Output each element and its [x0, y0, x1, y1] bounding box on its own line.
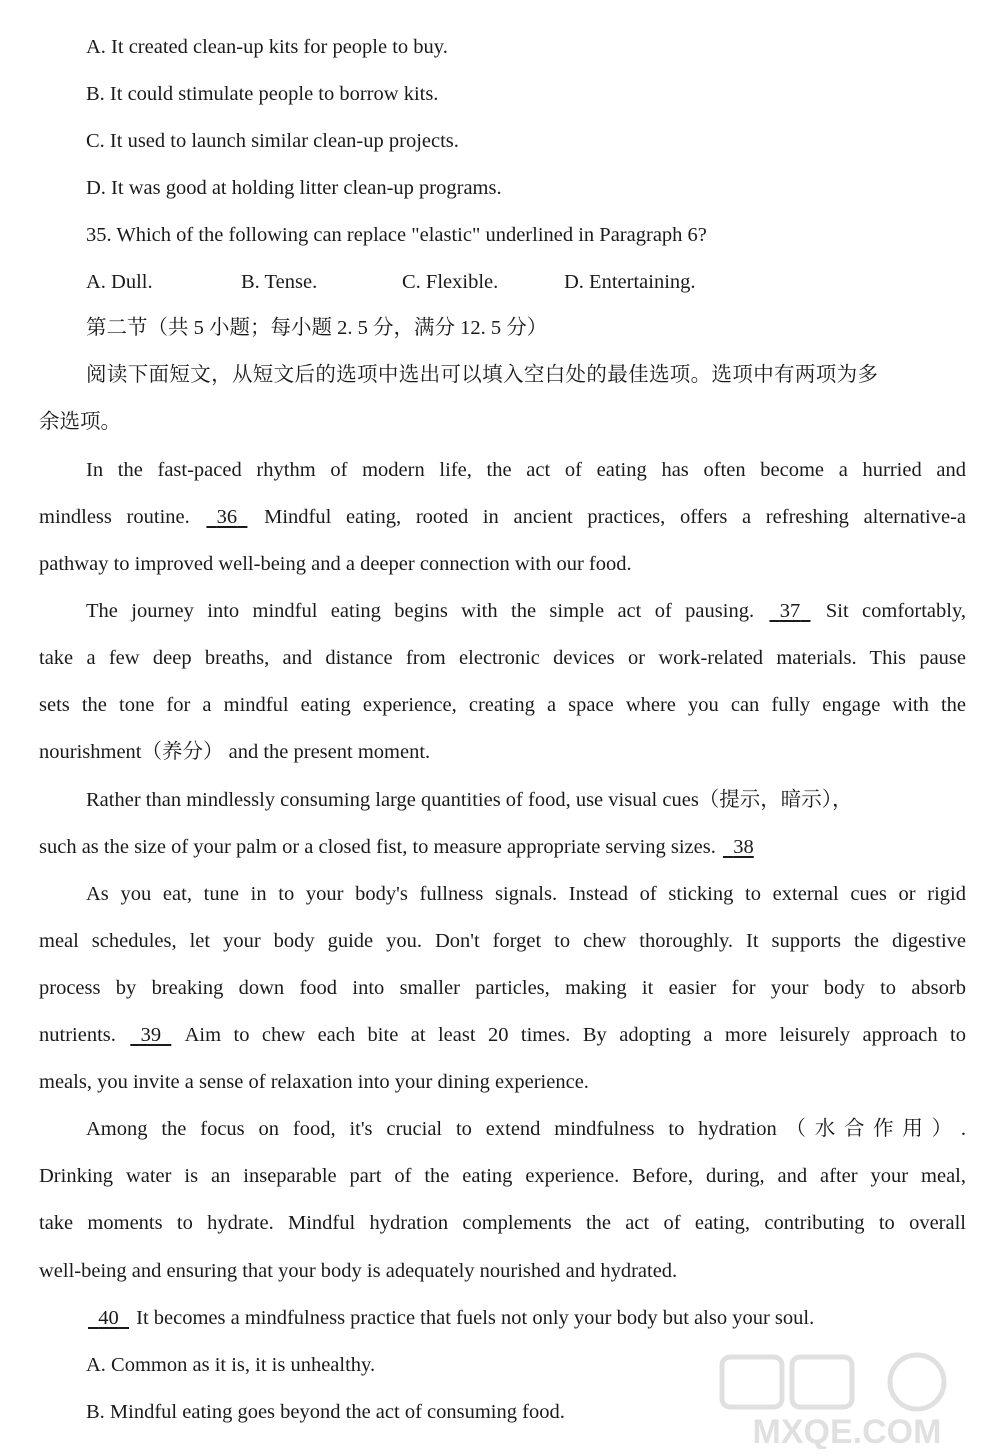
passage-p2-line3: sets the tone for a mindful eating experience, creating a space where you can fully engage with the — [39, 694, 966, 716]
p2-line1-start: The journey into mindful eating begins with the simple act of pausing. — [86, 600, 755, 622]
passage-p4-line5: meals, you invite a sense of relaxation into your dining experience. — [39, 1071, 589, 1093]
q34-option-d: D. It was good at holding litter clean-up programs. — [86, 177, 502, 199]
passage-p4-line2: meal schedules, let your body guide you. Don't forget to chew thoroughly. It supports the digestive — [39, 930, 966, 952]
passage-p4-line3: process by breaking down food into smaller particles, making it easier for your body to absorb — [39, 977, 966, 999]
p2-line1-end: Sit comfortably, — [825, 600, 967, 622]
section-instruction-line1: 阅读下面短文，从短文后的选项中选出可以填入空白处的最佳选项。选项中有两项为多 — [86, 364, 879, 386]
q34-option-c: C. It used to launch similar clean-up projects. — [86, 130, 459, 152]
q34-option-b: B. It could stimulate people to borrow kits. — [86, 83, 439, 105]
blank-38: 38 — [733, 836, 754, 858]
passage-p5-line2: Drinking water is an inseparable part of the eating experience. Before, during, and after your meal, — [39, 1165, 966, 1187]
q35-option-a: A. Dull. — [86, 271, 153, 293]
watermark-logo-icon — [712, 1349, 982, 1449]
p3-line2-start: such as the size of your palm or a closed fist, to measure appropriate serving sizes. — [39, 836, 716, 858]
passage-p5-line3: take moments to hydrate. Mindful hydration complements the act of eating, contributing to overall — [39, 1212, 966, 1234]
passage-p2-line4: nourishment（养分） and the present moment. — [39, 741, 431, 763]
q35-option-c: C. Flexible. — [402, 271, 499, 293]
q35-option-d: D. Entertaining. — [564, 271, 696, 293]
section-title: 第二节（共 5 小题；每小题 2. 5 分，满分 12. 5 分） — [86, 317, 548, 339]
passage-p2-line2: take a few deep breaths, and distance from electronic devices or work-related materials. This pause — [39, 647, 966, 669]
watermark-text: MXQE.COM — [752, 1413, 942, 1449]
p4-line4-start: nutrients. — [39, 1024, 116, 1046]
passage-p2-line1 — [86, 601, 966, 622]
answer-option-a: A. Common as it is, it is unhealthy. — [86, 1354, 376, 1376]
blank-37: 37 — [779, 600, 801, 622]
q34-option-a: A. It created clean-up kits for people to buy. — [86, 36, 448, 58]
passage-p1-line2 — [39, 507, 966, 528]
passage-p4-line1: As you eat, tune in to your body's fullness signals. Instead of sticking to external cues or rigid — [86, 883, 966, 905]
passage-p4-line4 — [39, 1025, 966, 1046]
passage-p1-line1: In the fast-paced rhythm of modern life, the act of eating has often become a hurried and — [86, 459, 966, 481]
passage-p6-line1 — [86, 1308, 814, 1329]
blank-36: 36 — [216, 506, 238, 528]
passage-p3-line2 — [39, 837, 756, 858]
p6-line1-end: It becomes a mindfulness practice that fuels not only your body but also your soul. — [136, 1307, 815, 1329]
passage-p3-line1: Rather than mindlessly consuming large quantities of food, use visual cues（提示，暗示）， — [86, 789, 853, 811]
passage-p5-line1: Among the focus on food, it's crucial to extend mindfulness to hydration（水合作用）. — [86, 1118, 966, 1140]
p1-line2-end: Mindful eating, rooted in ancient practices, offers a refreshing alternative-a — [264, 506, 967, 528]
answer-option-b: B. Mindful eating goes beyond the act of consuming food. — [86, 1401, 565, 1423]
passage-p1-line3: pathway to improved well-being and a deeper connection with our food. — [39, 553, 632, 575]
p1-line2-start: mindless routine. — [39, 506, 190, 528]
blank-40: 40 — [98, 1307, 119, 1329]
passage-p5-line4: well-being and ensuring that your body is adequately nourished and hydrated. — [39, 1260, 678, 1282]
blank-39: 39 — [140, 1024, 162, 1046]
q35-option-b: B. Tense. — [241, 271, 318, 293]
p4-line4-end: Aim to chew each bite at least 20 times. By adopting a more leisurely approach to — [184, 1024, 967, 1046]
q35-question: 35. Which of the following can replace "elastic" underlined in Paragraph 6? — [86, 224, 707, 246]
section-instruction-line2: 余选项。 — [39, 411, 121, 433]
